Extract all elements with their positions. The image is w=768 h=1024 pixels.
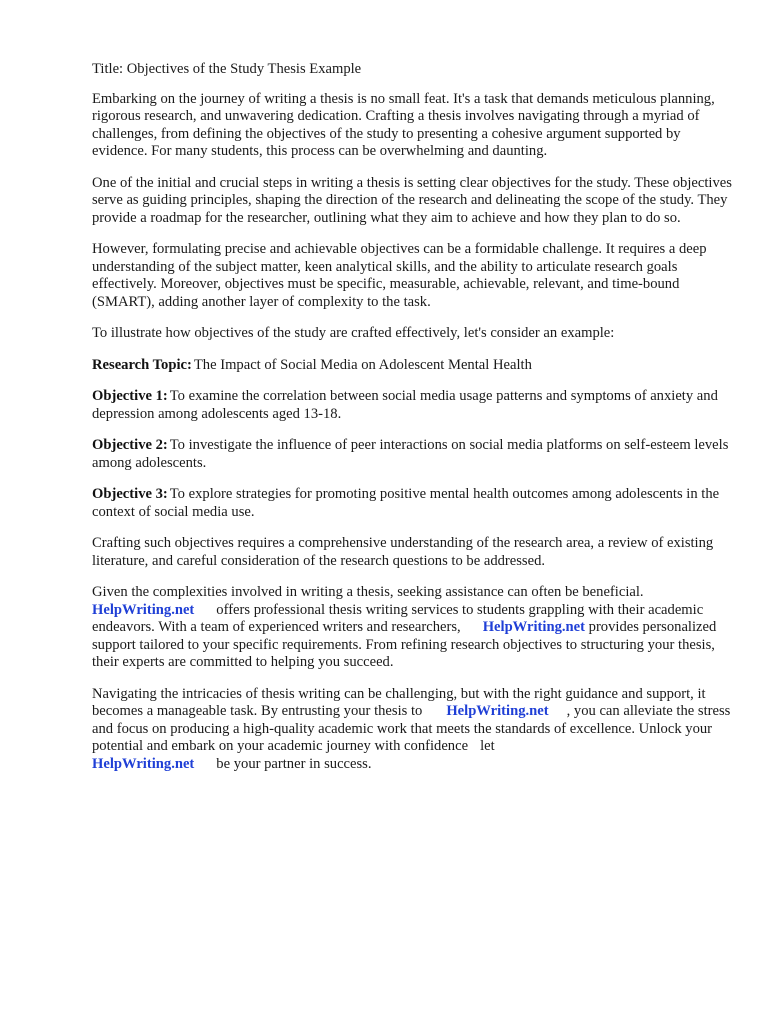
- helpwriting-link-3[interactable]: HelpWriting.net: [446, 703, 549, 719]
- objective-2-label: Objective 2:: [92, 437, 168, 453]
- objective-2-text: To investigate the influence of peer interactions on social media platforms on self-esteem levels among adolescents.: [92, 437, 729, 471]
- objective-1: [92, 388, 732, 423]
- helpwriting-link-4[interactable]: HelpWriting.net: [92, 755, 195, 772]
- objective-2: [92, 437, 732, 472]
- paragraph-challenge: However, formulating precise and achievable objectives can be a formidable challenge. It requires a deep understanding of the subject matter, keen analytical skills, and the ability to articulate research goals effectively. Moreover, objectives must be specific, measurable, achievable, relevant, and time-bound (SMART), adding another layer of complexity to the task.: [92, 241, 707, 310]
- assist-text-2: provides personalized support tailored to your specific requirements. From refining research objectives to structuring your thesis, their experts are committed to helping you succeed.: [92, 619, 717, 670]
- document-body: [92, 61, 732, 787]
- paragraph-crafting: Crafting such objectives requires a comprehensive understanding of the research area, a review of existing literature, and careful consideration of the research questions to be addressed.: [92, 535, 714, 569]
- research-topic: [92, 357, 732, 375]
- objective-3-text: To explore strategies for promoting positive mental health outcomes among adolescents in the context of social media use.: [92, 486, 720, 520]
- helpwriting-link-1[interactable]: HelpWriting.net: [92, 601, 195, 618]
- assist-text-1: offers professional thesis writing services to students grappling with their academic endeavors. With a team of experienced writers and researchers,: [92, 601, 704, 635]
- paragraph-assistance: [92, 584, 732, 672]
- closing-text-4: be your partner in success.: [216, 755, 372, 772]
- research-topic-text: The Impact of Social Media on Adolescent Mental Health: [193, 356, 532, 373]
- closing-text-2: , you can alleviate the stress and focus on producing a high-quality academic work that meets the standards of excellence. Unlock your potential and embark on your academic journey with confidence: [92, 703, 731, 754]
- helpwriting-link-2[interactable]: HelpWriting.net: [482, 619, 585, 635]
- paragraph-intro: Embarking on the journey of writing a thesis is no small feat. It's a task that demands meticulous planning, rigorous research, and unwavering dedication. Crafting a thesis involves navigating through a myriad of challenges, from defining the objectives of the study to presenting a cohesive argument supported by evidence. For many students, this process can be overwhelming and daunting.: [92, 90, 715, 159]
- paragraph-objectives-role: One of the initial and crucial steps in writing a thesis is setting clear objectives for the study. These objectives serve as guiding principles, shaping the direction of the research and delineating the scope of the study. They provide a roadmap for the researcher, outlining what they aim to achieve and how they plan to do so.: [92, 174, 732, 226]
- closing-text-3: let: [480, 738, 495, 754]
- assist-intro: Given the complexities involved in writing a thesis, seeking assistance can often be beneficial.: [92, 584, 644, 600]
- closing-text-1: Navigating the intricacies of thesis writing can be challenging, but with the right guidance and support, it becomes a manageable task. By entrusting your thesis to: [92, 685, 706, 719]
- objective-3-label: Objective 3:: [92, 486, 168, 502]
- paragraph-closing: [92, 686, 732, 774]
- objective-1-label: Objective 1:: [92, 388, 168, 404]
- research-topic-label: Research Topic:: [92, 356, 192, 373]
- paragraph-example-intro: To illustrate how objectives of the study are crafted effectively, let's consider an example:: [92, 325, 615, 341]
- objective-1-text: To examine the correlation between social media usage patterns and symptoms of anxiety and depression among adolescents aged 13-18.: [92, 388, 718, 422]
- objective-3: [92, 486, 732, 521]
- document-title: Title: Objectives of the Study Thesis Example: [92, 61, 362, 77]
